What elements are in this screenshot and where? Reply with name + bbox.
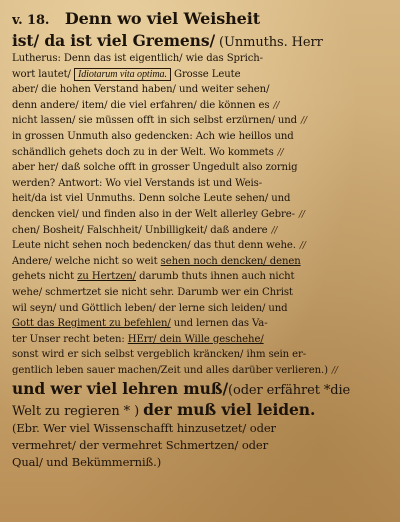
- text-line: [12, 51, 392, 67]
- text-span: schändlich gehets doch zu in der Welt. Wo kommets: [12, 146, 274, 158]
- text-line: [12, 301, 392, 317]
- margin-mark: //: [331, 365, 338, 376]
- text-span: vermehret/ der vermehret Schmertzen/ oder: [12, 438, 269, 453]
- text-span: Lutherus: Denn das ist eigentlich/ wie das Sprich-: [12, 53, 263, 64]
- text-span: chen/ Bosheit/ Falschheit/ Unbilligkeit/ daß andere: [12, 224, 268, 236]
- margin-mark: //: [271, 225, 278, 236]
- text-line: [12, 254, 392, 270]
- text-line: [12, 238, 392, 254]
- text-line: [12, 207, 392, 223]
- text-span: (oder erfähret *die: [228, 383, 351, 399]
- text-span: gehets nicht: [12, 271, 78, 283]
- text-line: [12, 82, 392, 98]
- text-span: wort lautet/: [12, 68, 74, 80]
- text-line: [12, 176, 392, 192]
- text-span: nicht lassen/ sie müssen offt in sich selbst erzürnen/ und: [12, 115, 298, 127]
- text-span: sonst wird er sich selbst vergeblich kräncken/ ihm sein er-: [12, 349, 307, 361]
- margin-mark: //: [277, 147, 284, 158]
- text-line: [12, 191, 392, 207]
- text-line: [12, 98, 392, 114]
- text-span: wil seyn/ und Göttlich leben/ der lerne sich leiden/ und: [12, 302, 288, 314]
- text-span: Idiotarum vita optima.: [74, 68, 171, 81]
- margin-mark: //: [301, 116, 307, 127]
- text-span: der muß viel leiden.: [143, 400, 316, 420]
- text-span: aber her/ daß solche offt in grosser Ungedult also zornig: [12, 162, 298, 174]
- text-line: [12, 67, 392, 83]
- text-span: und wer viel lehren muß/: [12, 379, 229, 399]
- text-line: [12, 347, 392, 363]
- text-span: zu Hertzen/: [77, 271, 136, 283]
- text-span: Leute nicht sehen noch bedencken/ das thut denn wehe.: [12, 240, 296, 252]
- text-line: [12, 420, 392, 437]
- text-line: [12, 399, 392, 420]
- text-span: aber/ die hohen Verstand haben/ und weiter sehen/: [12, 84, 270, 96]
- text-span: und lernen das Va-: [170, 318, 268, 330]
- text-line: [12, 454, 392, 471]
- text-line: [12, 363, 392, 379]
- text-span: ist/ da ist viel Gremens/: [12, 31, 216, 50]
- text-line: [12, 113, 392, 129]
- text-span: Qual/ und Bekümmerniß.): [12, 455, 162, 470]
- text-span: Grosse Leute: [170, 68, 241, 80]
- margin-mark: //: [298, 209, 305, 220]
- text-line: [12, 437, 392, 454]
- text-span: HErr/ dein Wille geschehe/: [127, 333, 264, 345]
- text-span: Gott das Regiment zu befehlen/: [12, 318, 171, 330]
- text-span: ter Unser recht beten:: [12, 333, 128, 345]
- text-line: [12, 223, 392, 239]
- text-span: dencken viel/ und finden also in der Welt allerley Gebre-: [12, 208, 295, 220]
- text-line: [12, 269, 392, 285]
- text-line: [12, 30, 392, 51]
- text-span: Welt zu regieren * ): [12, 404, 144, 420]
- text-span: (Ebr. Wer viel Wissenschafft hinzusetzet/ oder: [12, 421, 276, 436]
- text-line: [12, 378, 392, 399]
- verse-number: v. 18.: [12, 13, 50, 28]
- page-header: [12, 8, 392, 30]
- text-span: denn andere/ item/ die viel erfahren/ die können es: [12, 99, 270, 111]
- text-span: gentlich leben sauer machen/Zeit und alles darüber verlieren.): [12, 364, 328, 376]
- text-span: wehe/ schmertzet sie nicht sehr. Darumb wer ein Christ: [12, 286, 293, 298]
- text-span: darumb thuts ihnen auch nicht: [135, 271, 295, 283]
- page-heading: Denn wo viel Weisheit: [64, 9, 261, 28]
- text-span: sehen noch dencken/ denen: [160, 255, 301, 267]
- text-span: heit/da ist viel Unmuths. Denn solche Leute sehen/ und: [12, 193, 291, 205]
- margin-mark: //: [273, 100, 280, 111]
- text-line: [12, 129, 392, 145]
- text-span: (Unmuths. Herr: [215, 35, 323, 50]
- text-line: [12, 316, 392, 332]
- margin-mark: //: [299, 241, 306, 252]
- text-span: Andere/ welche nicht so weit: [12, 255, 161, 267]
- text-line: [12, 160, 392, 176]
- text-span: in grossen Unmuth also gedencken: Ach wie heillos und: [12, 130, 294, 142]
- text-span: werden? Antwort: Wo viel Verstands ist und Weis-: [12, 177, 263, 189]
- text-body: [12, 30, 392, 471]
- text-line: [12, 332, 392, 348]
- text-line: [12, 145, 392, 161]
- text-line: [12, 285, 392, 301]
